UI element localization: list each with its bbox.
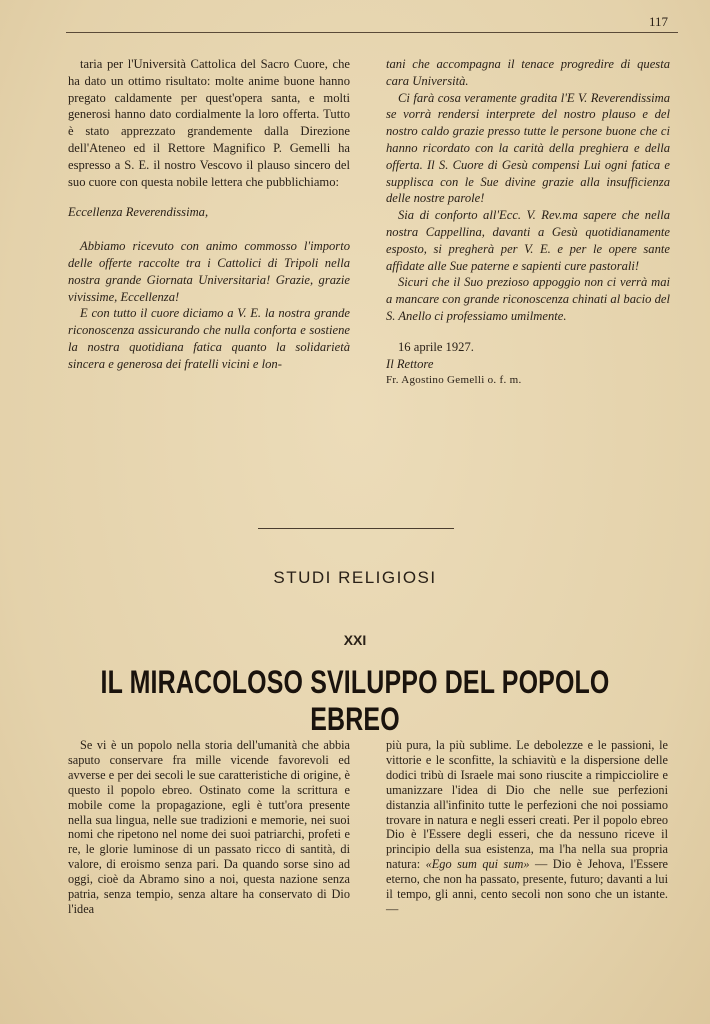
letter-paragraph: Ci farà cosa veramente gradita l'E V. Reverendissima se vorrà rendersi interprete del nostro plauso e del nostro caldo grazie presso tutte le persone buone che ci hanno ricordato con la carità della preghiera e della offerta. Il S. Cuore di Gesù compensi Lui ogni fatica e supplisca con le Sue divine grazie alla insufficienza delle nostre parole!	[386, 90, 670, 206]
article-left-column	[68, 738, 350, 917]
intro-paragraph: taria per l'Università Cattolica del Sacro Cuore, che ha dato un ottimo risultato: molte anime buone hanno pregato caldamente per quest'opera santa, e molti generosi hanno dato cordialmente la loro offerta. Tutto è stato apprezzato grandemente dalla Direzione dell'Ateneo ed il Rettore Magnifico P. Gemelli ha espresso a S. E. il nostro Vescovo il plauso sincero del suo cuore con questa nobile lettera che pubblichiamo:	[68, 57, 350, 189]
signature-name: Fr. Agostino Gemelli o. f. m.	[386, 374, 522, 387]
header-rule	[66, 32, 678, 33]
letter-paragraph: E con tutto il cuore diciamo a V. E. la nostra grande riconoscenza assicurando che nulla conforta e sostiene la nostra quotidiana fatica quanto la solidarietà sincera e generosa dei fratelli vicini e lon-	[68, 306, 350, 371]
salutation: Eccellenza Reverendissima,	[68, 205, 209, 220]
letter-paragraph: Abbiamo ricevuto con animo commosso l'importo delle offerte raccolte tra i Cattolici di Tripoli nella nostra grande Giornata Universitaria! Grazie, grazie vivissime, Eccellenza!	[68, 239, 350, 304]
article-text: — Dio è Jehova, l'Essere eterno, che non ha passato, presente, futuro; davanti a lui il tempo, gli anni, cento secoli non sono che un istante. —	[386, 857, 668, 916]
signature-role: Il Rettore	[386, 356, 434, 371]
letter-paragraph: Sicuri che il Suo prezioso appoggio non ci verrà mai a mancare con grande riconoscenza chinati al bacio del S. Anello ci professiamo umilmente.	[386, 275, 670, 323]
article-paragraph: Se vi è un popolo nella storia dell'umanità che abbia saputo conservare fra mille vicende favorevoli ed avverse e per dei secoli le sue caratteristiche di origine, è questo il popolo ebreo. Ostinato come la scrittura e mobile come la propagazione, egli è tutt'ora presente nella sua lingua, nelle sue tradizioni e memorie, nei suoi nomi che ripetono nel nome dei suoi patriarchi, profeti e re, le glorie luminose di un passato ricco di santità, di valore, di eroismo senza pari. Da quando sorse sino ad oggi, cioè da Abramo sino a noi, questa nazione senza patria, senza tempio, senza altare ha conservato di Dio l'idea	[68, 738, 350, 916]
article-title: IL MIRACOLOSO SVILUPPO DEL POPOLO EBREO	[100, 664, 610, 737]
latin-quote: «Ego sum qui sum»	[425, 857, 530, 872]
letter-paragraph: tani che accompagna il tenace progredire di questa cara Università.	[386, 57, 670, 88]
article-text: più pura, la più sublime. Le debolezze e le passioni, le vittorie e le sconfitte, la schiavitù e la dispersione delle dodici tribù di Israele mai sono riuscite a rimpicciolire e umanizzare l'idea di Dio che nelle sue perfezioni distanzia all'infinito tutte le perfezioni che noi possiamo trovare in natura e negli esseri creati. Per il popolo ebreo Dio è l'Essere degli esseri, che da nessuno riceve il principio della sua esistenza, ma l'ha nella sua propria natura:	[386, 738, 668, 872]
page-number: 117	[648, 14, 668, 29]
article-number: XXI	[343, 632, 367, 648]
top-left-column	[68, 56, 350, 373]
section-divider	[258, 528, 454, 529]
top-right-column	[386, 56, 670, 389]
section-title: STUDI RELIGIOSI	[273, 568, 437, 587]
signature-date: 16 aprile 1927.	[398, 339, 474, 354]
letter-paragraph: Sia di conforto all'Ecc. V. Rev.ma sapere che nella nostra Cappellina, davanti a Gesù quotidianamente esposto, si pregherà per V. E. e per le opere sante affidate alle Sue paterne e sapienti cure pastorali!	[386, 208, 670, 273]
article-paragraph	[386, 738, 668, 917]
article-right-column	[386, 738, 668, 917]
